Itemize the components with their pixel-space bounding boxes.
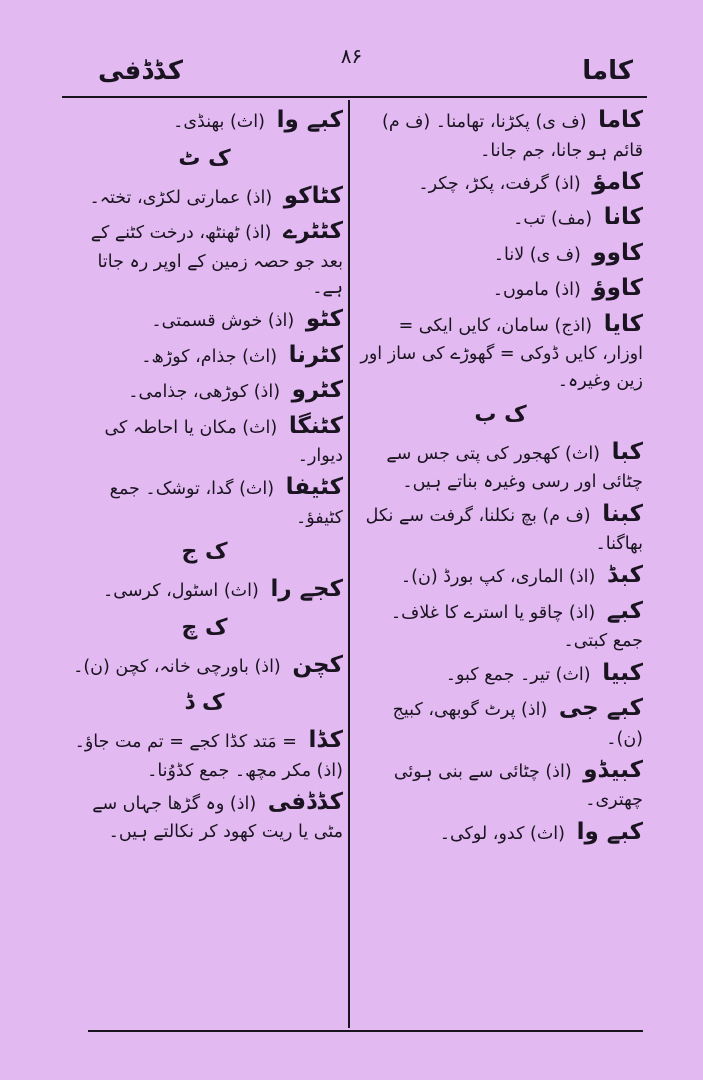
section-heading: ک ب: [474, 401, 527, 427]
dictionary-entry: [66, 723, 343, 784]
entry-headword: کبے: [606, 597, 643, 624]
entry-definition: (مف) تب۔: [513, 209, 593, 230]
dictionary-entry: [66, 338, 343, 373]
entry-headword: کٹرو: [291, 377, 343, 403]
entry-definition: (اذ) چاقو یا استرے کا غلاف۔ جمع کبتی۔: [390, 602, 643, 652]
entry-definition: (اذ) خوش قسمتی۔: [151, 311, 295, 331]
dictionary-entry: [358, 815, 643, 850]
entry-definition: (اث) بھنڈی۔: [173, 112, 265, 132]
entry-definition: (ف ی) لانا۔: [493, 244, 581, 265]
entry-headword: کٹیفا: [285, 474, 343, 501]
entry-headword: کٹنگا: [288, 412, 343, 439]
section-heading: ک ڈ: [184, 690, 225, 715]
entry-headword: کڈا: [308, 727, 343, 753]
entry-definition: (اذ) کوڑھی، جذامی۔: [128, 382, 281, 402]
dictionary-entry: [66, 785, 343, 846]
entry-definition: (اث) کھجور کی پتی جس سے چٹائی اور رسی وغیرہ بناتے ہیں۔: [386, 443, 643, 493]
entry-definition: (اث) کدو، لوکی۔: [439, 823, 565, 844]
entry-headword: کبا: [611, 438, 643, 465]
entry-headword: کجے را: [270, 576, 343, 602]
entry-definition: (اذ) الماری، کپ بورڈ (ن)۔: [400, 567, 596, 588]
entry-definition: (اذ) باورچی خانہ، کچن (ن)۔: [73, 656, 281, 677]
dictionary-entry: [66, 214, 343, 301]
entry-definition: (اث) جذام، کوڑھ۔: [141, 346, 278, 367]
right-column: [358, 103, 643, 1025]
dictionary-entry: [358, 435, 643, 496]
dictionary-entry: [358, 200, 643, 235]
entry-definition: (اذ) ماموں۔: [492, 280, 581, 301]
entry-headword: کبیا: [602, 659, 643, 686]
dictionary-entry: [358, 271, 643, 306]
dictionary-entry: [66, 572, 343, 607]
column-divider: [348, 100, 350, 1028]
entry-definition: (اذج) سامان، کایں ایکی = اوزار، کایں ڈوکی = گھوڑے کی ساز اور زین وغیرہ۔: [360, 315, 643, 391]
entry-headword: کبنا: [602, 500, 643, 527]
entry-headword: کاما: [598, 107, 643, 133]
dictionary-entry: [66, 648, 343, 683]
entry-headword: کبڈ: [606, 562, 643, 589]
entry-definition: (اذ) گرفت، پکڑ، چکر۔: [418, 173, 581, 194]
entry-headword: کٹرنا: [288, 341, 343, 368]
dictionary-entry: [358, 753, 643, 814]
entry-headword: کچن: [292, 651, 343, 678]
entry-definition: (اذ) چٹائی سے بنی ہوئی چھتری۔: [393, 761, 643, 811]
entry-headword: کٹاکو: [283, 182, 343, 209]
dictionary-entry: [358, 656, 643, 691]
entry-headword: کاوؤ: [592, 275, 643, 302]
entry-headword: کبے جی: [558, 695, 643, 721]
entry-definition: = مَتد کڈا کجے = تم مت جاؤ۔ (اذ) مکر مچھ۔ جمع کڈوُنا۔: [74, 732, 343, 781]
dictionary-entry: [66, 373, 343, 408]
section-heading: ک ج: [181, 539, 228, 564]
entry-definition: (اذ) عمارتی لکڑی، تختہ۔: [89, 187, 273, 208]
entry-definition: (اث) تیر۔ جمع کبو۔: [445, 664, 591, 685]
dictionary-entry: [358, 594, 643, 655]
entry-headword: کامؤ: [592, 168, 643, 195]
left-column: [66, 103, 343, 1025]
dictionary-entry: [358, 103, 643, 164]
entry-headword: کبے وا: [576, 818, 643, 845]
dictionary-entry: [66, 470, 343, 531]
section-heading: ک ٹ: [178, 145, 231, 171]
entry-definition: (اث) گدا، توشک۔ جمع کٹیفؤ۔: [109, 479, 343, 528]
dictionary-entry: [66, 409, 343, 470]
header-rule: [62, 96, 647, 98]
section-heading: ک چ: [181, 614, 228, 640]
entry-definition: (اذ) وہ گڑھا جہاں سے مٹی یا ریت کھود کر نکالتے ہیں۔: [92, 793, 343, 843]
dictionary-entry: [66, 302, 343, 337]
entry-headword: کانا: [603, 204, 643, 231]
dictionary-entry: [66, 179, 343, 214]
entry-definition: (اذ) پرٹ گوبھی، کبیج (ن)۔: [392, 700, 643, 749]
entry-definition: (اث) مکان یا احاطہ کی دیوار۔: [104, 417, 343, 466]
entry-definition: (اث) اسٹول، کرسی۔: [103, 581, 259, 601]
entry-headword: کبے وا: [276, 107, 343, 133]
dictionary-entry: [358, 497, 643, 558]
entry-definition: (ف ی) پکڑنا، تھامنا۔ (ف م) قائم ہو جانا، جم جانا۔: [382, 112, 643, 161]
dictionary-entry: [66, 103, 343, 138]
page-header: [60, 42, 643, 98]
entry-headword: کاوو: [592, 239, 643, 266]
entry-headword: کڈڈفی: [267, 788, 343, 815]
dictionary-entry: [358, 307, 643, 394]
page-number: ۸۶: [340, 44, 363, 68]
footer-rule: [88, 1030, 643, 1032]
entry-headword: کٹو: [305, 306, 343, 332]
running-head-first-word: کاما: [582, 56, 633, 86]
entry-headword: کایا: [603, 310, 643, 337]
dictionary-entry: [358, 165, 643, 200]
entry-headword: کبیڈو: [583, 756, 643, 783]
running-head-last-word: کڈڈفی: [98, 56, 184, 86]
entry-definition: (ف م) بچ نکلنا، گرفت سے نکل بھاگنا۔: [365, 505, 643, 554]
entry-definition: (اذ) ٹھنٹھ، درخت کٹنے کے بعد جو حصہ زمین کے اوپر رہ جاتا ہے۔: [90, 223, 343, 298]
entry-headword: کٹٹرے: [283, 218, 343, 244]
dictionary-entry: [358, 691, 643, 752]
dictionary-entry: [358, 236, 643, 271]
dictionary-entry: [358, 558, 643, 593]
